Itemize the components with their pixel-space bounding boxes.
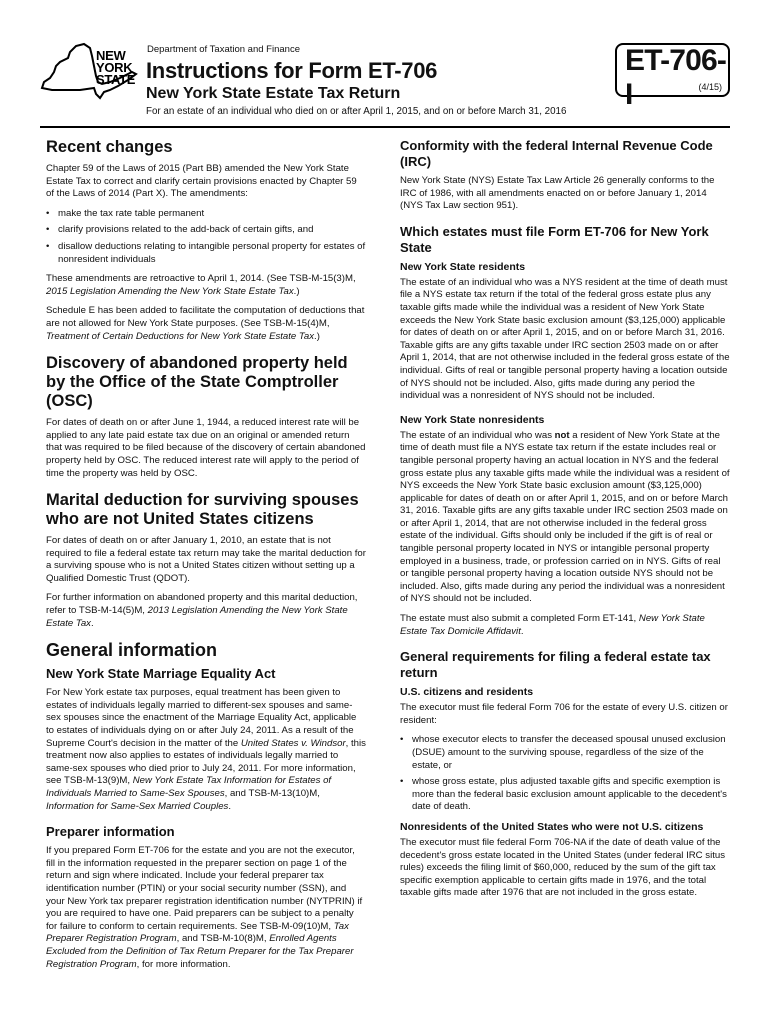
preparer-information-heading: Preparer information	[46, 824, 175, 840]
text-run: .	[90, 617, 94, 629]
logo-word-3: STATE	[96, 72, 136, 87]
abandoned-property-paragraph: For dates of death on or after June 1, 1944, a reduced interest rate will be applied to any late paid estate tax due on an original or amended return that was required to be filed because of the discovery of certain abandoned property held by OSC. The reduced interest rate will apply to the period of time the property was held by OSC.	[46, 417, 366, 479]
emphasis: not	[554, 429, 570, 441]
text-run: , and TSB-M-13(10)M,	[224, 788, 320, 799]
text-run: The estate must also submit a completed Form ET-141,	[400, 613, 639, 625]
right-column	[400, 138, 730, 907]
form-number: ET-706-I	[625, 44, 727, 111]
text-run: For further information on abandoned property and this marital deduction, refer to TSB-M-14(5)M,	[46, 592, 358, 617]
form-revision-date: (4/15)	[698, 82, 722, 92]
general-information-heading: General information	[46, 640, 218, 661]
nys-residents-heading: New York State residents	[400, 260, 526, 273]
list-item: • clarify provisions related to the add-back of certain gifts, and	[46, 224, 366, 237]
text-run: Schedule E has been added to facilitate the computation of deductions that are not allowed for New York State purposes. (See TSB-M-15(4)M,	[46, 305, 365, 329]
text-run: , for more information.	[136, 958, 231, 970]
further-information-paragraph	[46, 592, 366, 630]
us-citizens-heading: U.S. citizens and residents	[400, 686, 534, 699]
text-run: These amendments are retroactive to April 1, 2014. (See TSB-M-15(3)M,	[46, 273, 356, 285]
marriage-equality-paragraph	[46, 687, 366, 813]
abandoned-property-heading: Discovery of abandoned property held by the Office of the State Comptroller (OSC)	[46, 354, 348, 411]
text-run: , and TSB-M-10(8)M,	[176, 933, 270, 945]
federal-requirements-heading: General requirements for filing a federal estate tax return	[400, 649, 711, 681]
publication-title: Enrolled Agents Excluded from the Definition of Tax Return Preparer for the Tax Preparer Registration Program	[46, 933, 354, 970]
retroactive-paragraph	[46, 273, 366, 298]
left-column	[46, 138, 366, 978]
non-us-citizens-paragraph: The executor must file federal Form 706-NA if the date of death value of the decedent's gross estate located in the United States (under federal IRC situs rules) exceeds the filing limit of $60,000, reduced by the sum of the gift tax specific exemption applicable to certain gifts made in 1976, and the total taxable gifts made after 1976 that are not included in the gross estate.	[400, 836, 726, 899]
marriage-equality-heading: New York State Marriage Equality Act	[46, 666, 276, 682]
publication-title: 2015 Legislation Amending the New York State Estate Tax	[46, 285, 294, 297]
text-run: For New York estate tax purposes, equal treatment has been given to estates of individuals legally married to different-sex spouses and same-sex spouses since the enactment of the Marriage Equality Act, applicable to estates of individuals dying on or after July 24, 2011. As a result of the Supreme Court's decision in the matter of the	[46, 687, 357, 749]
header-divider	[40, 126, 730, 128]
text-run: , this treatment now also applies to estates of individuals legally married to same-sex spouses who died prior to July 24, 2011. For more information, see TSB-M-13(9)M,	[46, 737, 366, 787]
page-subtitle: New York State Estate Tax Return	[146, 85, 401, 102]
recent-changes-heading: Recent changes	[46, 138, 173, 156]
schedule-e-paragraph	[46, 305, 366, 343]
et141-paragraph	[400, 613, 730, 638]
marital-deduction-heading: Marital deduction for surviving spouses who are not United States citizens	[46, 491, 359, 529]
publication-title: Information for Same-Sex Married Couples	[46, 800, 229, 812]
list-item: • make the tax rate table permanent	[46, 208, 366, 221]
estate-applicability-note: For an estate of an individual who died on or after April 1, 2015, and on or before March 31, 2016	[146, 106, 567, 117]
text-run: If you prepared Form ET-706 for the estate and you are not the executor, fill in the information requested in the preparer section on page 1 of the return and sign where indicated. Include your federal preparer tax identification number (PTIN) or your social security number (SSN), and your New York tax preparer registration identification number (NYTPRIN) if you are required to have one. Paid preparers can be subject to a penalty for failure to conform to certain requirements. See TSB-M-09(10)M,	[46, 845, 363, 932]
amendments-list	[46, 208, 366, 266]
text-run: a resident of New York State at the time of death must file a NYS estate tax return if the estate includes real or tangible personal property having an actual location in NYS and the federal gross estate plus any taxable gifts made while the individual was a resident of NYS exceeds the New York State basic exclusion amount ($3,125,000) applicable for dates of death on or after April 1, 2015, and on or before March 31, 2016. Taxable gifts are any gifts taxable under IRC section 2503 made on or after April 1, 2014, that are not otherwise included in the federal gross estate of the individual. Gifts should only be included if the gift is of real or tangible personal property located in NYS or intangible personal property employed in a business, trade, or profession carried on in NYS. Gifts of real or tangible personal property having a location outside NYS should not be included. Also, gifts made during any period the individual was a nonresident of NYS should not be included.	[400, 429, 730, 605]
publication-title: Treatment of Certain Deductions for New York State Estate Tax	[46, 330, 315, 342]
logo-word-1: NEW	[96, 48, 126, 63]
which-estates-heading: Which estates must file Form ET-706 for New York State	[400, 223, 709, 255]
logo-text	[96, 50, 135, 86]
preparer-information-paragraph	[46, 845, 366, 971]
conformity-paragraph: New York State (NYS) Estate Tax Law Article 26 generally conforms to the IRC of 1986, with all amendments enacted on or before January 1, 2014 (NYS Tax Law section 951).	[400, 175, 715, 212]
publication-title: New York Estate Tax Information for Estates of Individuals Married to Same-Sex Spouses	[46, 775, 332, 799]
nys-residents-paragraph: The estate of an individual who was a NYS resident at the time of death must file a NYS estate tax return if the total of the federal gross estate plus any taxable gifts made while the individual was a resident of New York State exceeds the New York State basic exclusion amount ($3,125,000) applicable for dates of death on or after April 1, 2015, and on or before March 31, 2016. Taxable gifts are any gifts taxable under IRC section 2503 made on or after April 1, 2014, that are not otherwise included in the federal gross estate of the individual. Gifts of real or tangible personal property having a location outside of NYS should not be included. Also, gifts made during any period the individual was a nonresident of NYS should not be included.	[400, 276, 730, 402]
non-us-citizens-heading: Nonresidents of the United States who were not U.S. citizens	[400, 820, 704, 833]
form-title: New York State Estate Tax Domicile Affidavit	[400, 613, 705, 637]
conformity-heading: Conformity with the federal Internal Revenue Code (IRC)	[400, 138, 713, 169]
case-name: United States v. Windsor	[240, 737, 346, 749]
list-item: • whose gross estate, plus adjusted taxable gifts and specific exemption is more than the federal basic exclusion amount applicable to the decedent's date of death.	[400, 776, 730, 814]
text-run: .	[228, 800, 232, 812]
text-run: .	[520, 625, 524, 637]
new-york-state-logo	[40, 42, 138, 100]
us-citizens-paragraph: The executor must file federal Form 706 for the estate of every U.S. citizen or resident:	[400, 702, 728, 726]
text-run: .)	[293, 285, 300, 297]
marital-deduction-paragraph: For dates of death on or after January 1, 2010, an estate that is not required to file a federal estate tax return may take the marital deduction for a surviving spouse who is not a United States citizen without setting up a Qualified Domestic Trust (QDOT).	[46, 535, 366, 584]
list-item: • whose executor elects to transfer the deceased spousal unused exclusion (DSUE) amount to the surviving spouse, regardless of the size of the estate, or	[400, 734, 730, 772]
recent-changes-intro: Chapter 59 of the Laws of 2015 (Part BB) amended the New York State Estate Tax to correct and clarify certain provisions enacted by Chapter 59 of the Laws of 2014 (Part X). The amendments:	[46, 163, 357, 200]
federal-filing-conditions-list	[400, 734, 730, 814]
form-header	[0, 0, 770, 140]
logo-word-2: YORK	[96, 60, 133, 75]
publication-title: 2013 Legislation Amending the New York State Estate Tax	[46, 605, 348, 629]
publication-title: Tax Preparer Registration Program	[46, 920, 349, 945]
department-name: Department of Taxation and Finance	[147, 44, 300, 55]
page-title: Instructions for Form ET-706	[146, 58, 438, 83]
text-run: .)	[314, 330, 320, 342]
list-item: • disallow deductions relating to intangible personal property for estates of nonresident individuals	[46, 241, 366, 266]
nys-nonresidents-paragraph	[400, 430, 730, 606]
text-run: The estate of an individual who was	[400, 429, 555, 441]
form-id-box	[615, 43, 730, 111]
nys-nonresidents-heading: New York State nonresidents	[400, 413, 545, 426]
